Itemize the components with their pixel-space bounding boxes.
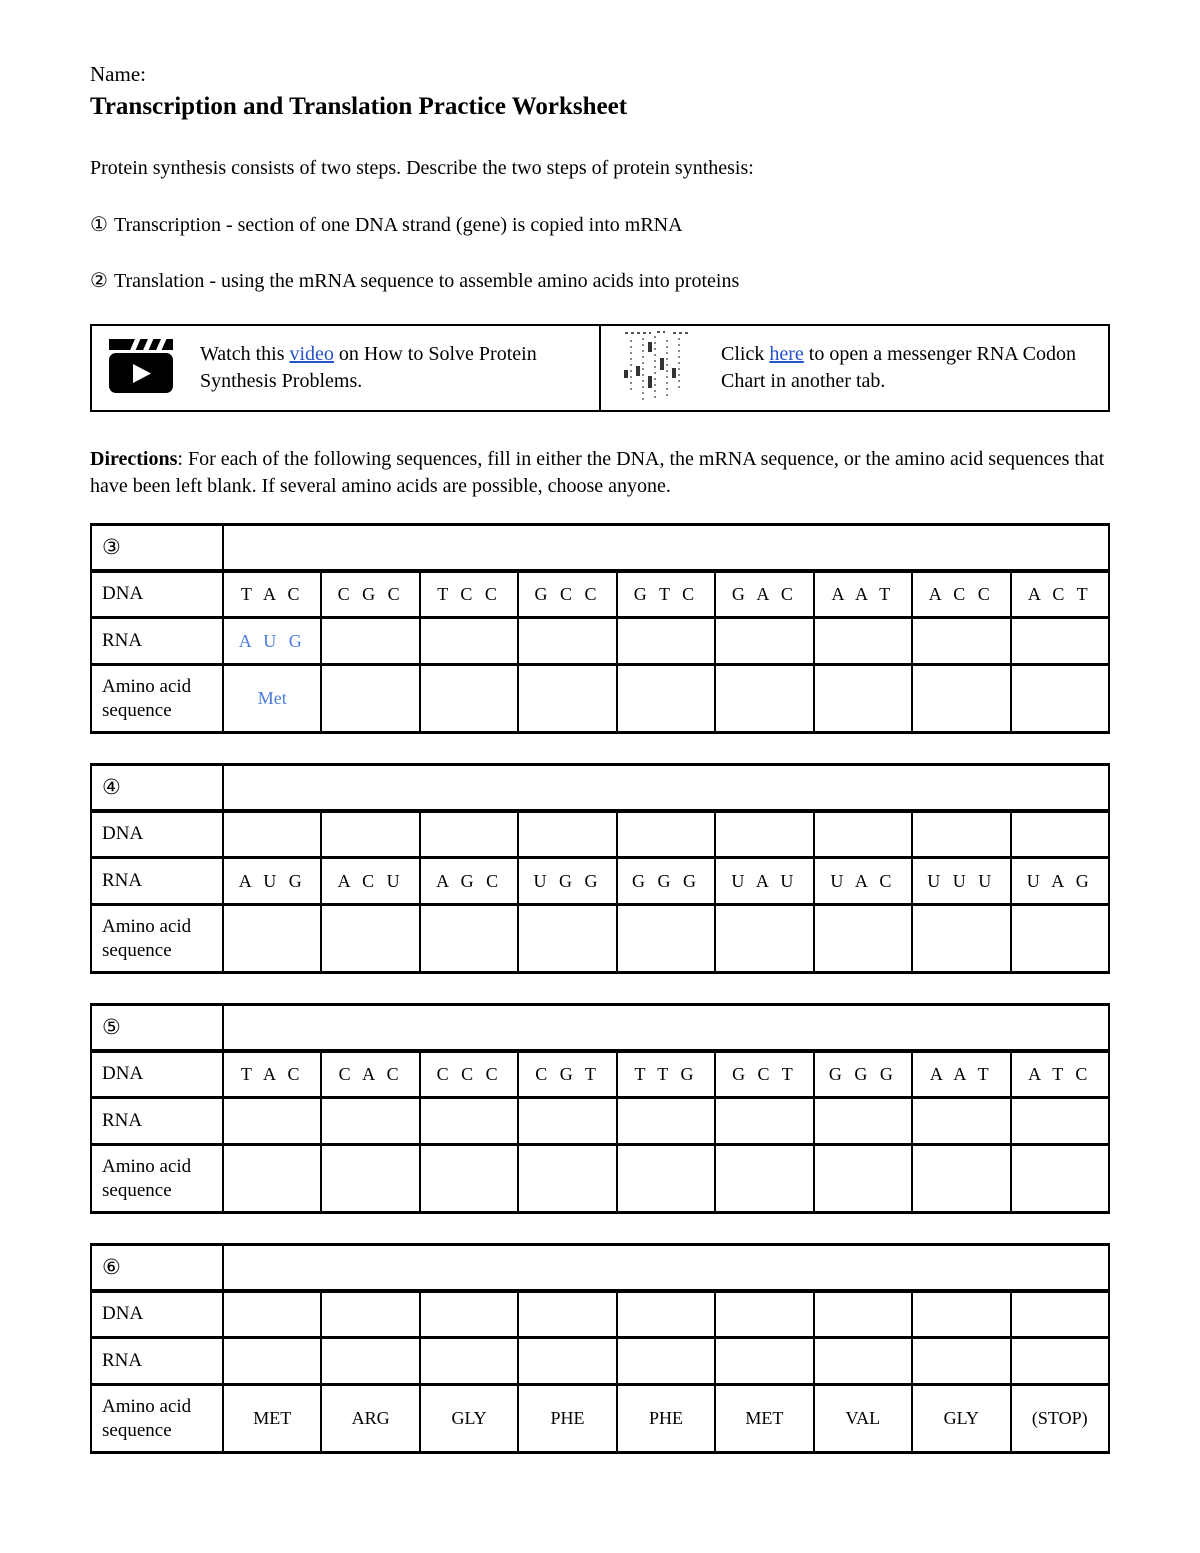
rna-row-label: RNA [91,618,223,665]
rna-sequence-cell [715,1338,813,1385]
rna-row-label: RNA [91,1098,223,1145]
rna-sequence-cell: A U G [223,618,321,665]
dna-row-label: DNA [91,1291,223,1338]
dna-row-label: DNA [91,811,223,858]
rna-sequence-cell: A G C [420,858,518,905]
rna-sequence-cell [912,1098,1010,1145]
rna-sequence-cell [814,1338,912,1385]
dna-sequence-cell: T T G [617,1051,715,1098]
table-header-blank-cell [223,525,1109,571]
rna-sequence-cell: U A G [1011,858,1110,905]
rna-sequence-cell [321,1338,419,1385]
rna-sequence-cell [518,1338,616,1385]
amino-sequence-cell: GLY [420,1385,518,1453]
dna-sequence-cell [814,1291,912,1338]
step-transcription [90,212,1110,237]
rna-sequence-cell [420,618,518,665]
dna-sequence-cell [715,1291,813,1338]
step-translation [90,268,1110,293]
rna-sequence-cell [321,618,419,665]
amino-sequence-cell [321,905,419,973]
dna-sequence-cell: T A C [223,571,321,618]
circled-1-icon: ① [90,212,108,236]
dna-sequence-cell: T C C [420,571,518,618]
table-number-badge: ⑥ [91,1245,223,1291]
amino-sequence-cell [912,905,1010,973]
video-resource-text [200,341,560,395]
amino-sequence-cell [223,1145,321,1213]
amino-sequence-cell [321,1145,419,1213]
directions-body: : For each of the following sequences, fill in either the DNA, the mRNA sequence, or the amino acid sequences that have been left blank. If several amino acids are possible, choose anyone. [90,448,1105,497]
dna-sequence-cell: A C T [1011,571,1110,618]
rna-sequence-cell [912,618,1010,665]
amino-sequence-cell [420,665,518,733]
codon-resource-cell [601,326,1108,410]
dna-sequence-cell: C G C [321,571,419,618]
dna-sequence-cell [223,811,321,858]
amino-sequence-cell: MET [715,1385,813,1453]
amino-sequence-cell [518,665,616,733]
amino-sequence-cell [617,1145,715,1213]
amino-sequence-cell [518,1145,616,1213]
sequence-table-3 [90,523,1110,734]
dna-sequence-cell [420,1291,518,1338]
rna-sequence-cell: U G G [518,858,616,905]
dna-sequence-cell [1011,811,1110,858]
rna-sequence-cell: A C U [321,858,419,905]
amino-row-label: Amino acid sequence [91,665,223,733]
rna-sequence-cell [814,618,912,665]
table-header-blank-cell [223,765,1109,811]
table-number-badge: ③ [91,525,223,571]
dna-sequence-cell: G G G [814,1051,912,1098]
dna-row-label: DNA [91,1051,223,1098]
amino-sequence-cell: (STOP) [1011,1385,1110,1453]
rna-row-label: RNA [91,1338,223,1385]
amino-sequence-cell [912,665,1010,733]
dna-sequence-cell [223,1291,321,1338]
rna-sequence-cell [715,1098,813,1145]
dna-sequence-cell [617,811,715,858]
rna-sequence-cell [223,1338,321,1385]
rna-sequence-cell [912,1338,1010,1385]
codon-text-before: Click [721,343,770,365]
rna-sequence-cell: U A U [715,858,813,905]
rna-sequence-cell [617,618,715,665]
amino-row-label: Amino acid sequence [91,1145,223,1213]
amino-sequence-cell [518,905,616,973]
rna-sequence-cell: A U G [223,858,321,905]
dna-sequence-cell: A A T [814,571,912,618]
table-number-badge: ④ [91,765,223,811]
dna-sequence-cell: C C C [420,1051,518,1098]
name-label: Name: [90,62,146,86]
amino-sequence-cell: ARG [321,1385,419,1453]
amino-sequence-cell [617,665,715,733]
amino-sequence-cell [912,1145,1010,1213]
dna-sequence-cell: G C C [518,571,616,618]
rna-sequence-cell [715,618,813,665]
dna-row-label: DNA [91,571,223,618]
dna-sequence-cell [912,1291,1010,1338]
rna-sequence-cell [617,1098,715,1145]
sequence-tables [90,523,1110,1454]
directions-label: Directions [90,448,178,470]
amino-row-label: Amino acid sequence [91,1385,223,1453]
codon-text-after: to open a messenger RNA Codon Chart in another tab. [721,343,1076,392]
page-title: Transcription and Translation Practice Worksheet [90,93,628,120]
rna-sequence-cell [518,618,616,665]
amino-sequence-cell [1011,905,1110,973]
rna-sequence-cell [1011,618,1110,665]
sequence-table-5 [90,1003,1110,1214]
dna-sequence-cell: A C C [912,571,1010,618]
dna-sequence-cell: C A C [321,1051,419,1098]
dna-sequence-cell [912,811,1010,858]
circled-2-icon: ② [90,268,108,292]
video-clapper-icon [108,338,174,399]
rna-sequence-cell [223,1098,321,1145]
sequence-table-6 [90,1243,1110,1454]
table-number-badge: ⑤ [91,1005,223,1051]
dna-sequence-cell: A A T [912,1051,1010,1098]
rna-sequence-cell [814,1098,912,1145]
rna-sequence-cell [1011,1098,1110,1145]
dna-sequence-cell [814,811,912,858]
amino-sequence-cell: VAL [814,1385,912,1453]
dna-sequence-cell [518,1291,616,1338]
dna-sequence-cell [715,811,813,858]
amino-sequence-cell [814,665,912,733]
video-resource-cell [92,326,599,410]
dna-sequence-cell: G T C [617,571,715,618]
amino-sequence-cell [1011,1145,1110,1213]
table-header-blank-cell [223,1245,1109,1291]
video-text-after: on How to Solve Protein Synthesis Problems. [200,343,537,392]
rna-sequence-cell [420,1098,518,1145]
dna-sequence-cell: C G T [518,1051,616,1098]
dna-sequence-cell [617,1291,715,1338]
amino-sequence-cell [321,665,419,733]
amino-sequence-cell: PHE [617,1385,715,1453]
dna-sequence-cell [321,811,419,858]
rna-sequence-cell: U A C [814,858,912,905]
amino-sequence-cell [223,905,321,973]
rna-sequence-cell [420,1338,518,1385]
step-transcription-text: Transcription - section of one DNA strand (gene) is copied into mRNA [113,214,683,236]
amino-sequence-cell [1011,665,1110,733]
dna-sequence-cell: A T C [1011,1051,1110,1098]
codon-chart-thumbnail-icon [617,328,695,409]
dna-sequence-cell [1011,1291,1110,1338]
amino-sequence-cell: Met [223,665,321,733]
amino-sequence-cell [814,905,912,973]
video-text-before: Watch this [200,343,290,365]
table-header-blank-cell [223,1005,1109,1051]
rna-sequence-cell: U U U [912,858,1010,905]
video-link[interactable]: video [289,343,334,365]
amino-sequence-cell: GLY [912,1385,1010,1453]
dna-sequence-cell: G A C [715,571,813,618]
resource-box [90,324,1110,412]
amino-sequence-cell: MET [223,1385,321,1453]
codon-chart-link[interactable]: here [769,343,804,365]
amino-sequence-cell [715,665,813,733]
directions-text [90,446,1110,500]
amino-sequence-cell [420,905,518,973]
dna-sequence-cell [321,1291,419,1338]
dna-sequence-cell [518,811,616,858]
rna-sequence-cell [1011,1338,1110,1385]
amino-sequence-cell: PHE [518,1385,616,1453]
amino-row-label: Amino acid sequence [91,905,223,973]
amino-sequence-cell [814,1145,912,1213]
amino-sequence-cell [617,905,715,973]
amino-sequence-cell [715,905,813,973]
rna-sequence-cell [617,1338,715,1385]
rna-sequence-cell [321,1098,419,1145]
intro-text: Protein synthesis consists of two steps. Describe the two steps of protein synthesis: [90,157,754,179]
amino-sequence-cell [715,1145,813,1213]
dna-sequence-cell: T A C [223,1051,321,1098]
dna-sequence-cell [420,811,518,858]
dna-sequence-cell: G C T [715,1051,813,1098]
step-translation-text: Translation - using the mRNA sequence to assemble amino acids into proteins [113,270,740,292]
codon-resource-text [721,341,1096,395]
rna-sequence-cell [518,1098,616,1145]
rna-row-label: RNA [91,858,223,905]
amino-sequence-cell [420,1145,518,1213]
rna-sequence-cell: G G G [617,858,715,905]
sequence-table-4 [90,763,1110,974]
